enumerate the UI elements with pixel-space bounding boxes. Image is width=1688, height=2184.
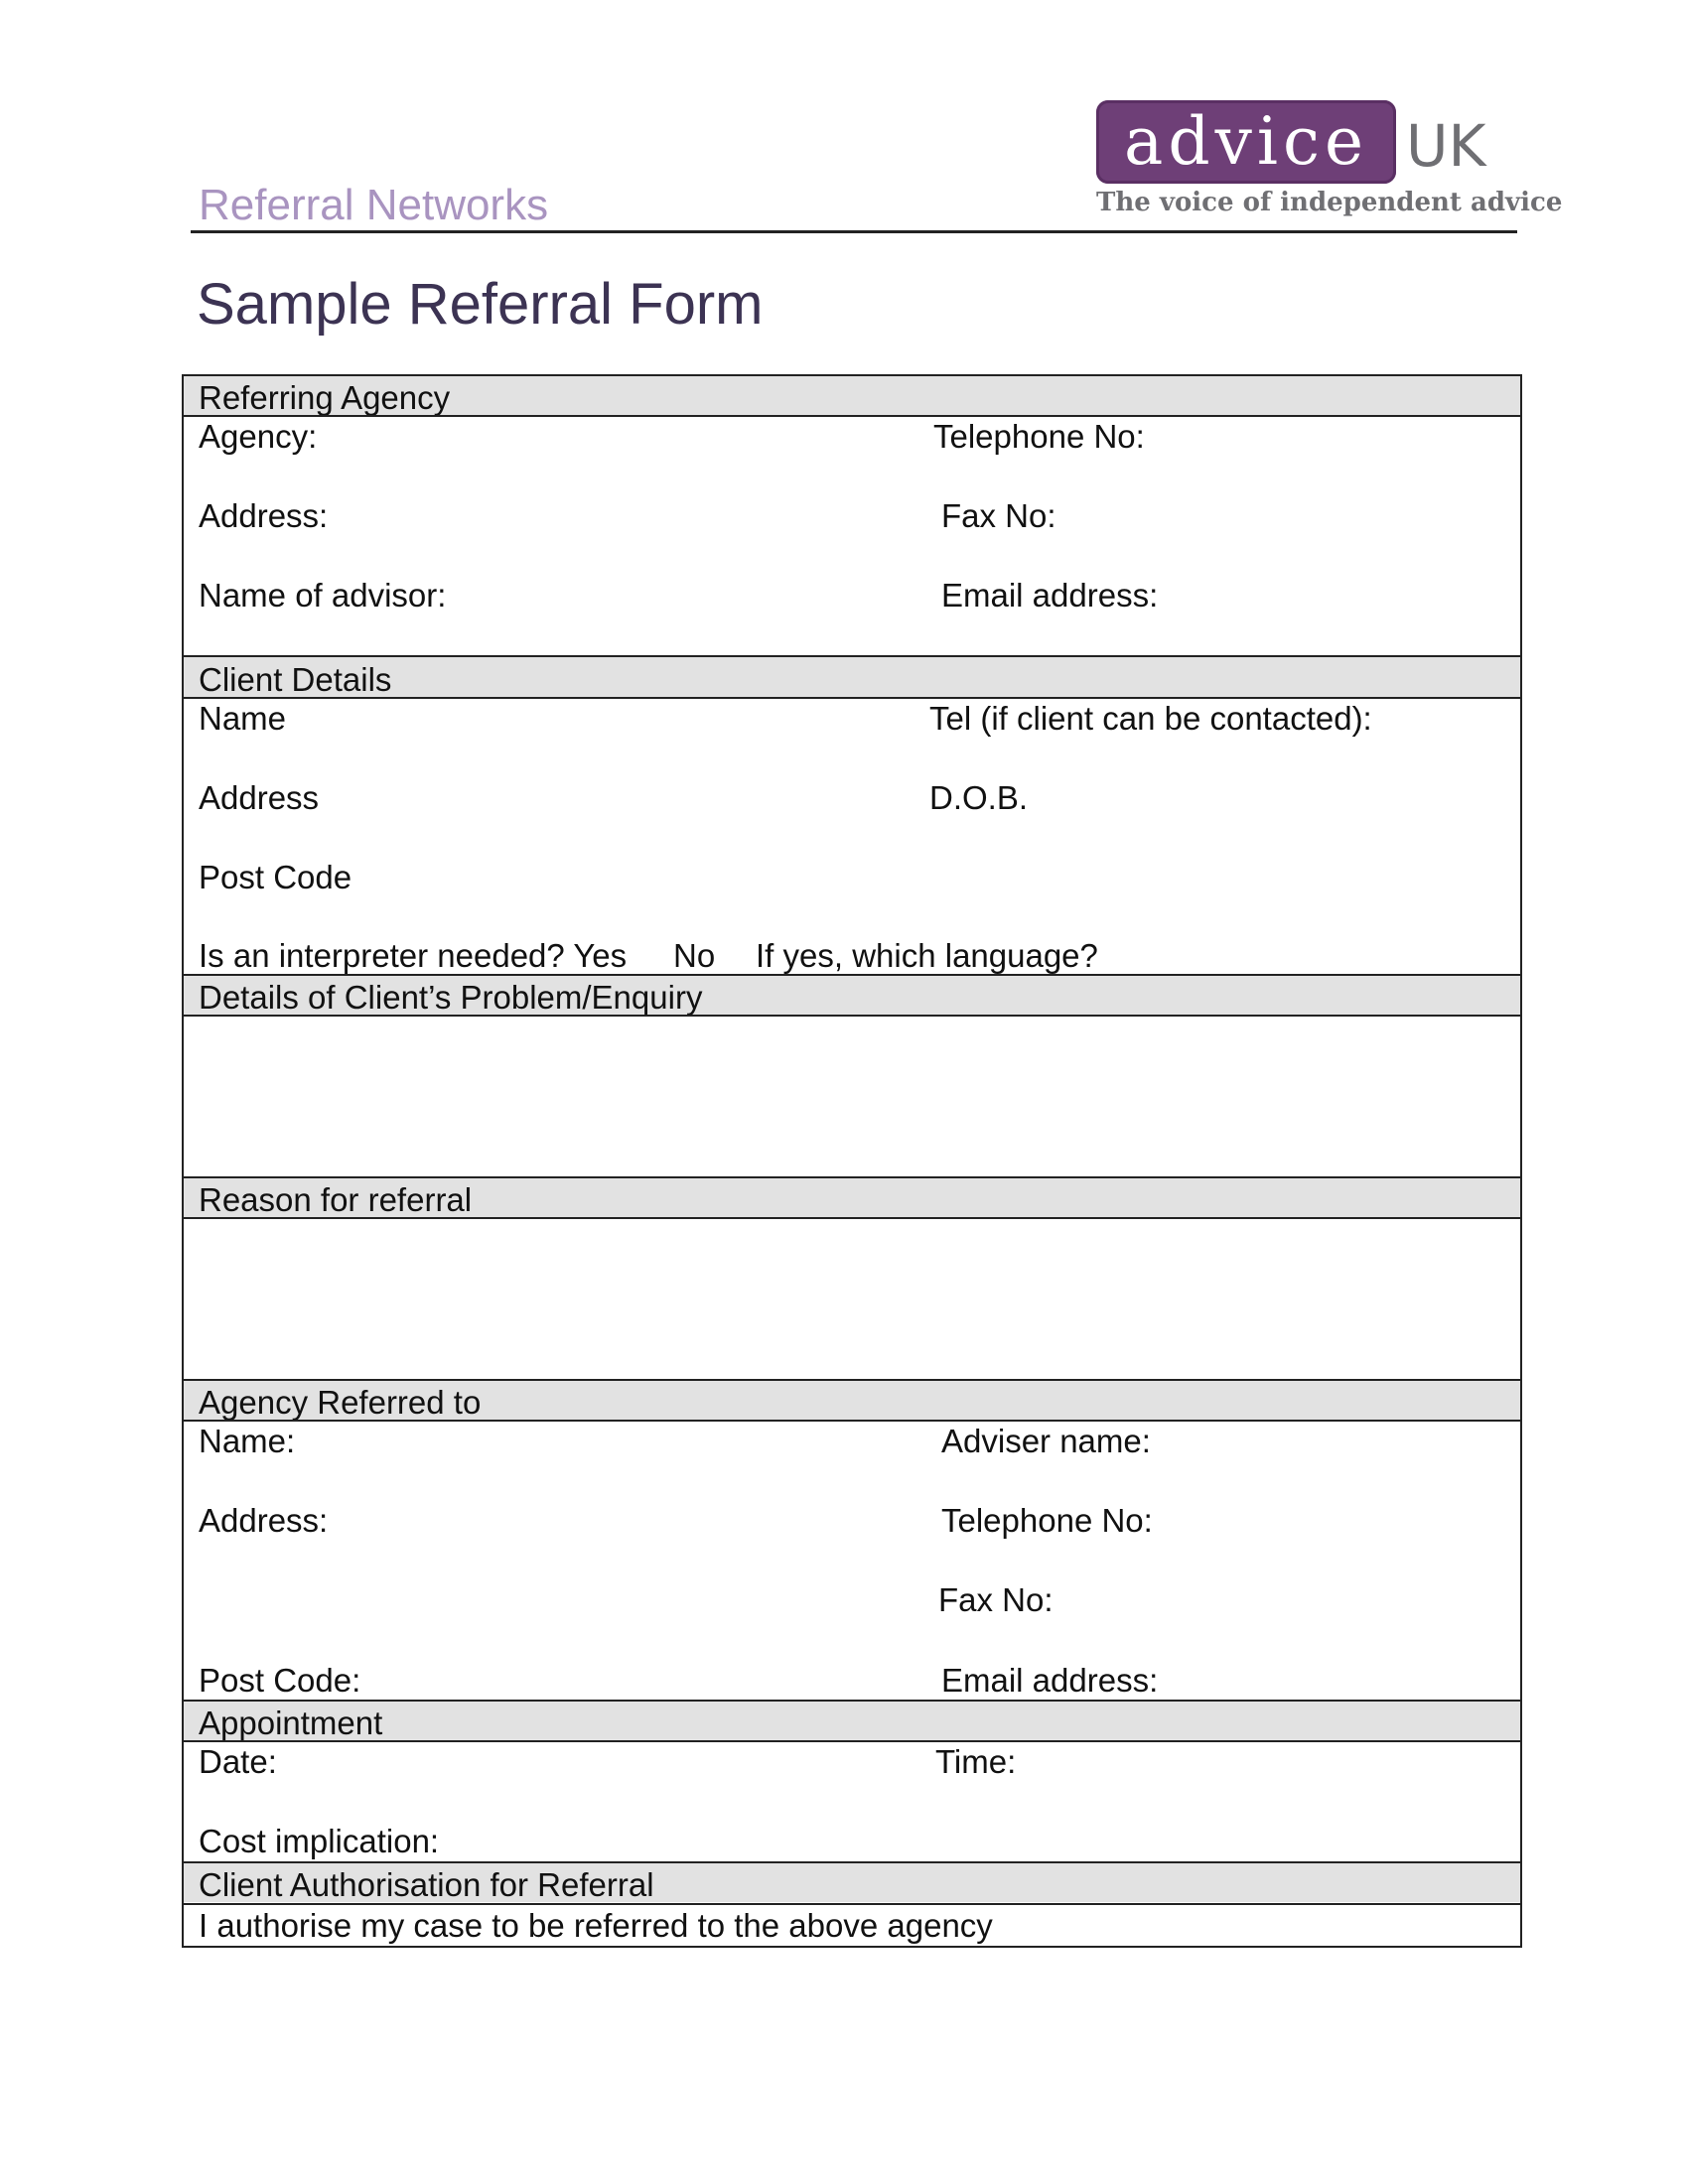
- telephone-label: Telephone No:: [933, 418, 1145, 455]
- section-title: Reason for referral: [199, 1181, 473, 1218]
- section-title: Agency Referred to: [199, 1384, 482, 1421]
- form-border-top: [182, 374, 1522, 376]
- divider: [182, 1700, 1522, 1702]
- section-title: Client Details: [199, 661, 392, 698]
- authorisation-field[interactable]: [183, 1904, 1521, 1946]
- reason-area[interactable]: [183, 1218, 1521, 1379]
- form-border-bottom: [182, 1946, 1522, 1948]
- section-header-reason: [183, 1177, 1521, 1217]
- dob-label: D.O.B.: [929, 779, 1029, 816]
- referred-fax-label: Fax No:: [938, 1581, 1054, 1618]
- divider: [182, 1217, 1522, 1219]
- form-border-left: [182, 374, 184, 1947]
- section-title: Details of Client’s Problem/Enquiry: [199, 979, 703, 1016]
- section-header-referring-agency: [183, 375, 1521, 415]
- form-border-right: [1520, 374, 1522, 1947]
- referral-networks-heading: Referral Networks: [199, 181, 549, 229]
- divider: [182, 415, 1522, 417]
- divider: [182, 1861, 1522, 1863]
- section-header-problem: [183, 975, 1521, 1015]
- referred-email-label: Email address:: [941, 1662, 1159, 1699]
- section-title: Appointment: [199, 1705, 383, 1741]
- header-rule: [191, 230, 1517, 233]
- divider: [182, 1379, 1522, 1381]
- problem-details-area[interactable]: [183, 1016, 1521, 1176]
- section-header-agency-referred: [183, 1380, 1521, 1420]
- divider: [182, 697, 1522, 699]
- divider: [182, 655, 1522, 657]
- section-header-appointment: [183, 1701, 1521, 1740]
- language-label: If yes, which language?: [756, 937, 1098, 974]
- divider: [182, 1015, 1522, 1017]
- logo-tagline: The voice of independent advice: [1096, 188, 1563, 217]
- authorisation-statement: I authorise my case to be referred to the above agency: [199, 1907, 993, 1944]
- referred-name-label: Name:: [199, 1423, 296, 1459]
- cost-label: Cost implication:: [199, 1823, 440, 1859]
- client-name-label: Name: [199, 700, 287, 737]
- logo-uk: UK: [1406, 112, 1486, 180]
- advisor-label: Name of advisor:: [199, 577, 447, 614]
- address-label: Address:: [199, 497, 329, 534]
- advice-uk-logo: [1096, 100, 1396, 184]
- referred-address-label: Address:: [199, 1502, 329, 1539]
- referring-agency-fields[interactable]: [183, 416, 1521, 654]
- time-label: Time:: [935, 1743, 1017, 1780]
- agency-referred-fields[interactable]: [183, 1421, 1521, 1699]
- client-address-label: Address: [199, 779, 320, 816]
- client-tel-label: Tel (if client can be contacted):: [929, 700, 1372, 737]
- referred-postcode-label: Post Code:: [199, 1662, 361, 1699]
- page-title: Sample Referral Form: [197, 272, 764, 337]
- divider: [182, 974, 1522, 976]
- section-header-client-details: [183, 657, 1521, 697]
- appointment-fields[interactable]: [183, 1741, 1521, 1860]
- client-details-fields[interactable]: [183, 698, 1521, 973]
- postcode-label: Post Code: [199, 859, 352, 895]
- logo-word: advice: [1123, 103, 1368, 180]
- date-label: Date:: [199, 1743, 277, 1780]
- fax-label: Fax No:: [941, 497, 1056, 534]
- referred-telephone-label: Telephone No:: [941, 1502, 1153, 1539]
- section-title: Client Authorisation for Referral: [199, 1866, 654, 1903]
- divider: [182, 1420, 1522, 1422]
- divider: [182, 1176, 1522, 1178]
- email-label: Email address:: [941, 577, 1159, 614]
- interpreter-question: Is an interpreter needed? Yes: [199, 937, 628, 974]
- divider: [182, 1903, 1522, 1905]
- adviser-name-label: Adviser name:: [941, 1423, 1151, 1459]
- agency-label: Agency:: [199, 418, 318, 455]
- divider: [182, 1740, 1522, 1742]
- section-header-authorisation: [183, 1862, 1521, 1902]
- section-title: Referring Agency: [199, 379, 451, 416]
- interpreter-no[interactable]: No: [673, 937, 716, 974]
